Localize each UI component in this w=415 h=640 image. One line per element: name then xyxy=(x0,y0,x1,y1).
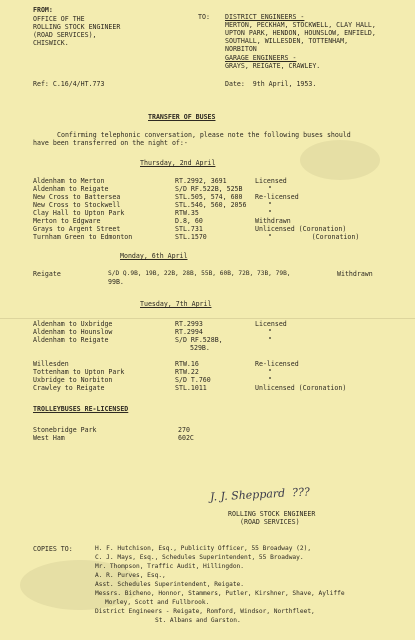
row-buses: RTW.16 xyxy=(175,360,199,368)
row-buses: STL.1011 xyxy=(175,384,207,392)
copies-line: Asst. Schedules Superintendent, Reigate. xyxy=(95,581,245,588)
row-status: Re-licensed xyxy=(255,360,299,368)
row-status: " (Coronation) xyxy=(268,233,360,241)
copies-line: Mr. Thompson, Traffic Audit, Hillingdon. xyxy=(95,563,245,570)
from-line: ROLLING STOCK ENGINEER xyxy=(33,23,121,31)
to-line: GARAGE ENGINEERS - xyxy=(225,54,297,62)
to-line: NORBITON xyxy=(225,45,257,53)
row-buses: RT.2992, 3691 xyxy=(175,177,227,185)
to-line: UPTON PARK, HENDON, HOUNSLOW, ENFIELD, xyxy=(225,29,376,37)
row-route: Turnham Green to Edmonton xyxy=(33,233,133,241)
reference: Ref: C.16/4/HT.773 xyxy=(33,80,105,88)
row-buses: STL.1570 xyxy=(175,233,207,241)
row-status: " xyxy=(268,336,272,344)
handwritten-signature: J. J. Sheppard ??? xyxy=(209,485,311,504)
row-status: " xyxy=(268,185,272,193)
copies-line: St. Albans and Garston. xyxy=(155,617,241,624)
row-route: Clay Hall to Upton Park xyxy=(33,209,125,217)
row-buses: S/D Q.9B, 19B, 22B, 28B, 55B, 60B, 72B, 73B, 79B, xyxy=(108,270,291,277)
row-status: " xyxy=(268,201,272,209)
trolleybus-depot: West Ham xyxy=(33,434,65,442)
to-line: GRAYS, REIGATE, CRAWLEY. xyxy=(225,62,321,70)
row-status: Re-licensed xyxy=(255,193,299,201)
row-status: Withdrawn xyxy=(337,270,373,278)
row-buses: S/D RF.528B, xyxy=(175,336,223,344)
row-route: Willesden xyxy=(33,360,69,368)
row-route: Merton to Edgware xyxy=(33,217,101,225)
copies-label: COPIES TO: xyxy=(33,545,73,553)
date: Date: 9th April, 1953. xyxy=(225,80,317,88)
from-label: FROM: xyxy=(33,6,53,14)
row-buses: STL.546, 560, 2056 xyxy=(175,201,247,209)
row-route: New Cross to Stockwell xyxy=(33,201,121,209)
copies-line: C. J. Mays, Esq., Schedules Superintendent, 55 Broadway. xyxy=(95,554,304,561)
row-status: " xyxy=(268,328,272,336)
to-line: SOUTHALL, WILLESDEN, TOTTENHAM, xyxy=(225,37,349,45)
row-status: Licensed xyxy=(255,177,287,185)
trolleybus-number: 602C xyxy=(178,434,194,442)
row-status: " xyxy=(268,376,272,384)
section-heading-tuesday: Tuesday, 7th April xyxy=(140,300,212,308)
row-route: Aldenham to Reigate xyxy=(33,336,109,344)
row-buses: STL.731 xyxy=(175,225,203,233)
row-route: Aldenham to Reigate xyxy=(33,185,109,193)
row-status: " xyxy=(268,209,272,217)
intro-line: have been transferred on the night of:- xyxy=(33,139,188,147)
copies-line: Morley, Scott and Fullbrook. xyxy=(105,599,210,606)
row-buses: RTW.35 xyxy=(175,209,199,217)
row-route: New Cross to Battersea xyxy=(33,193,121,201)
to-line: MERTON, PECKHAM, STOCKWELL, CLAY HALL, xyxy=(225,21,376,29)
section-heading-trolleybuses: TROLLEYBUSES RE-LICENSED xyxy=(33,405,129,413)
document-title: TRANSFER OF BUSES xyxy=(148,113,216,121)
row-buses: RT.2994 xyxy=(175,328,203,336)
row-route: Aldenham to Hounslow xyxy=(33,328,113,336)
row-buses: RT.2993 xyxy=(175,320,203,328)
row-status: Unlicensed (Coronation) xyxy=(255,225,347,233)
trolleybus-depot: Stonebridge Park xyxy=(33,426,97,434)
copies-line: District Engineers - Reigate, Romford, Windsor, Northfleet, xyxy=(95,608,315,615)
row-route: Grays to Argent Street xyxy=(33,225,121,233)
copies-line: A. R. Purves, Esq., xyxy=(95,572,166,579)
trolleybus-number: 270 xyxy=(178,426,190,434)
from-line: (ROAD SERVICES), xyxy=(33,31,97,39)
row-buses: S/D T.760 xyxy=(175,376,211,384)
section-heading-thursday: Thursday, 2nd April xyxy=(140,159,216,167)
row-buses: S/D RF.522B, 525B xyxy=(175,185,243,193)
row-route: Uxbridge to Norbiton xyxy=(33,376,113,384)
paper-fold xyxy=(0,318,415,319)
from-line: CHISWICK. xyxy=(33,39,69,47)
row-route: Crawley to Reigate xyxy=(33,384,105,392)
sign-block-line: ROLLING STOCK ENGINEER xyxy=(228,510,316,518)
section-heading-monday: Monday, 6th April xyxy=(120,252,188,260)
row-route: Tottenham to Upton Park xyxy=(33,368,125,376)
row-route: Aldenham to Merton xyxy=(33,177,105,185)
row-route: Aldenham to Uxbridge xyxy=(33,320,113,328)
row-buses: RTW.22 xyxy=(175,368,199,376)
row-status: Unlicensed (Coronation) xyxy=(255,384,347,392)
copies-line: H. F. Hutchison, Esq., Publicity Officer, 55 Broadway (2), xyxy=(95,545,312,552)
from-line: OFFICE OF THE xyxy=(33,15,85,23)
paper-stain xyxy=(300,140,380,180)
to-label: TO: xyxy=(198,13,210,21)
copies-line: Messrs. Bicheno, Honnor, Stammers, Putler, Kirshner, Shave, Ayliffe xyxy=(95,590,345,597)
row-buses: 529B. xyxy=(190,344,210,352)
row-status: " xyxy=(268,368,272,376)
to-line: DISTRICT ENGINEERS - xyxy=(225,13,305,21)
row-status: Licensed xyxy=(255,320,287,328)
sign-block-line: (ROAD SERVICES) xyxy=(240,518,300,526)
row-route: Reigate xyxy=(33,270,61,278)
row-buses: D.8, 60 xyxy=(175,217,203,225)
intro-line: Confirming telephonic conversation, please note the following buses should xyxy=(57,131,351,139)
row-status: Withdrawn xyxy=(255,217,291,225)
row-buses: 99B. xyxy=(108,278,124,286)
row-buses: STL.505, 574, 680 xyxy=(175,193,243,201)
